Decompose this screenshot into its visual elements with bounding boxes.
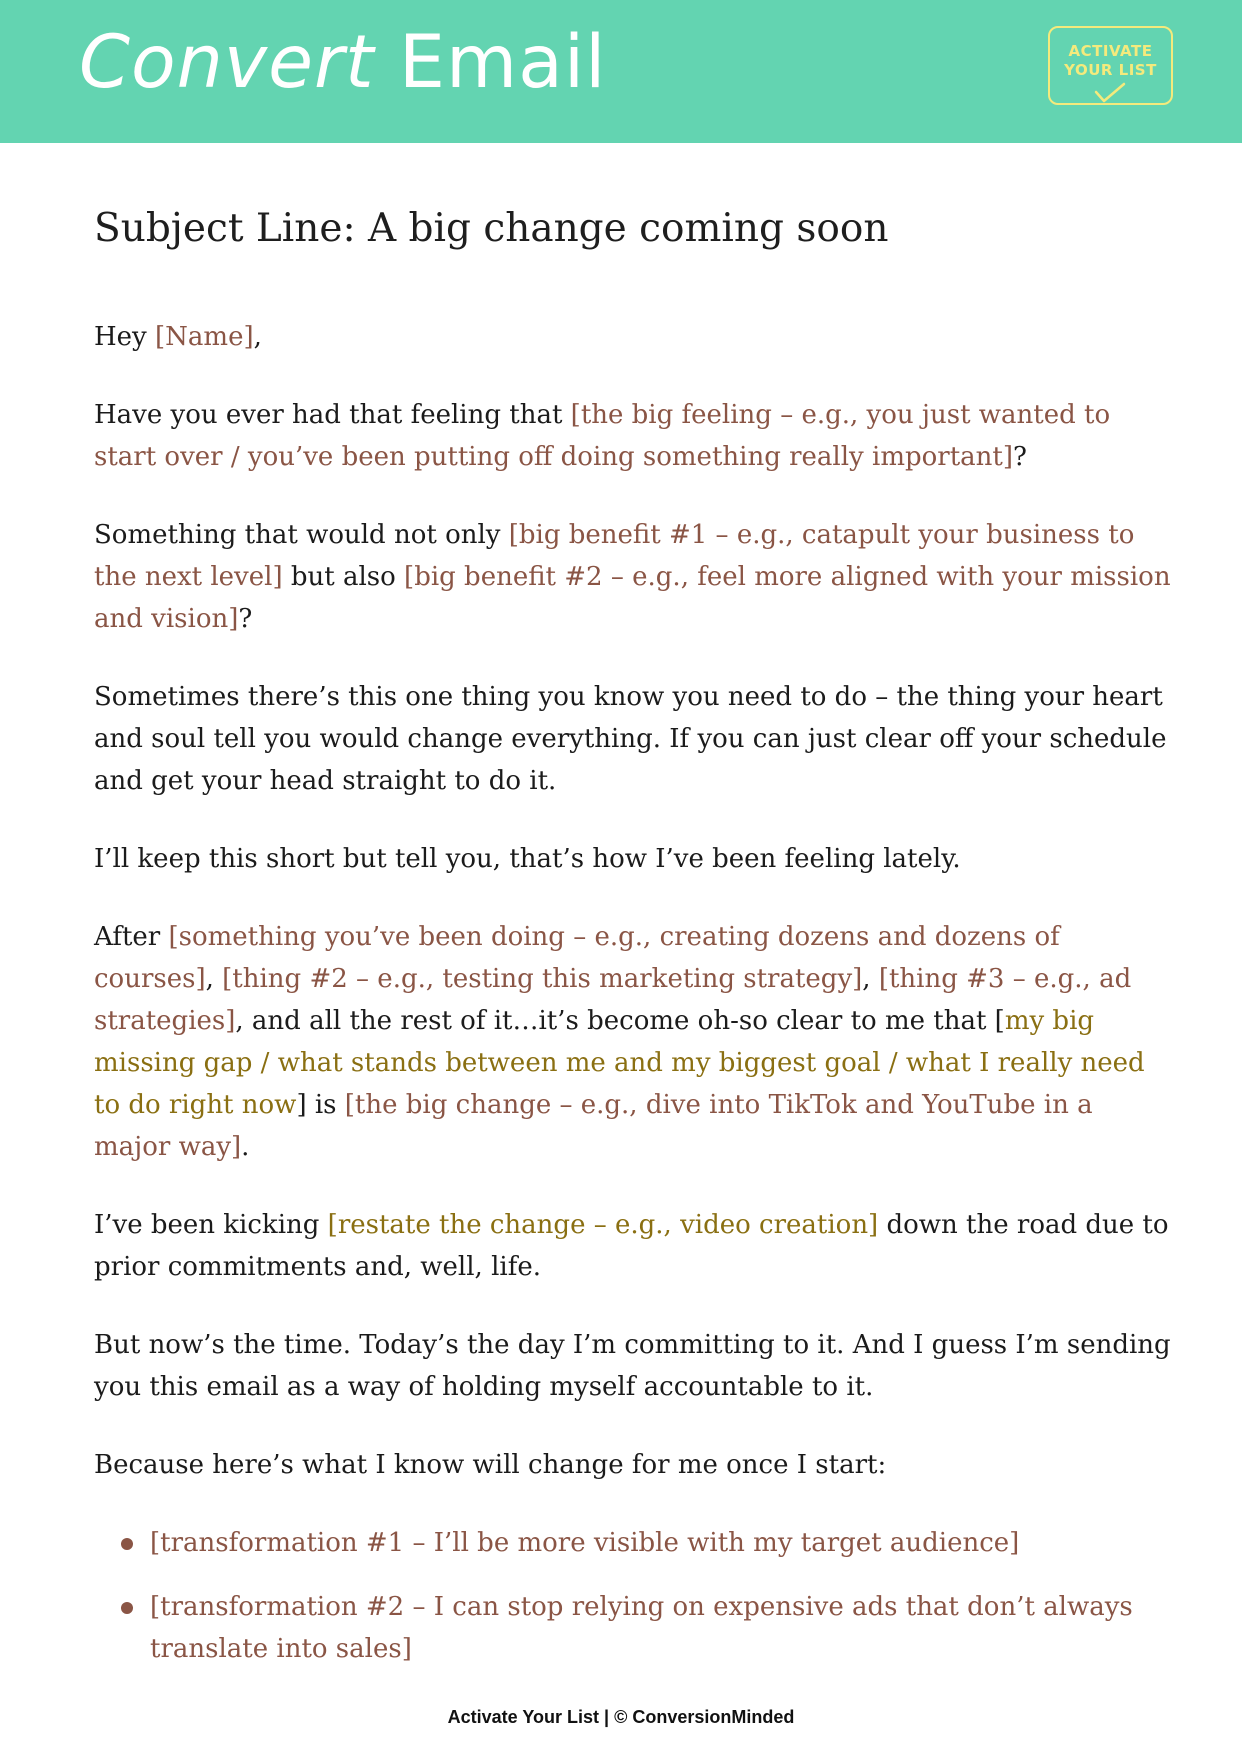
badge-line-2: YOUR LIST: [1064, 61, 1157, 79]
paragraph-4: I’ll keep this short but tell you, that’s how I’ve been feeling lately.: [94, 844, 961, 874]
paragraph-1: [94, 394, 1174, 478]
p1-text-1: Have you ever had that feeling that: [94, 400, 571, 430]
subject-line: Subject Line: A big change coming soon: [94, 206, 889, 251]
paragraph-7: But now’s the time. Today’s the day I’m committing to it. And I guess I’m sending you this email as a way of holding myself accountable to it.: [94, 1330, 1171, 1402]
checkmark-icon: [1094, 82, 1126, 104]
p2-text-1: Something that would not only: [94, 520, 509, 550]
something-doing-placeholder: [something you’ve been doing – e.g., creating dozens and dozens of courses]: [94, 922, 1060, 994]
title-convert: Convert: [79, 20, 375, 105]
name-placeholder: [Name]: [155, 322, 254, 352]
paragraph-8: Because here’s what I know will change for me once I start:: [94, 1450, 887, 1480]
missing-gap-placeholder: my big missing gap / what stands between me and my biggest goal / what I really need to do right now: [94, 1006, 1145, 1120]
greeting-punct: ,: [253, 322, 262, 352]
title-email: Email: [374, 20, 607, 105]
greeting-text: Hey: [94, 322, 156, 352]
paragraph-6: [94, 1204, 1174, 1288]
p6-text-1: I’ve been kicking: [94, 1210, 328, 1240]
p5-text-2: ,: [205, 964, 223, 994]
list-item: [94, 1522, 1174, 1564]
benefit-2-placeholder: [big benefit #2 – e.g., feel more aligned with your mission and vision]: [94, 562, 1171, 634]
p5-text-4: , and all the rest of it…it’s become oh-so clear to me that [: [235, 1006, 1005, 1036]
p5-text-6: .: [241, 1132, 250, 1162]
p2-text-3: ?: [238, 604, 253, 634]
p1-text-2: ?: [1013, 442, 1027, 472]
paragraph-2: [94, 514, 1174, 640]
bullet-dot: [121, 1602, 133, 1614]
transformation-2-placeholder: [transformation #2 – I can stop relying on expensive ads that don’t always translate into sales]: [150, 1592, 1133, 1664]
p5-text-1: After: [94, 922, 169, 952]
badge-line-1: ACTIVATE: [1068, 42, 1153, 60]
thing-2-placeholder: [thing #2 – e.g., testing this marketing strategy]: [222, 964, 863, 994]
p2-text-2: but also: [282, 562, 405, 592]
activate-your-list-badge: [1048, 26, 1173, 105]
transformation-list: [94, 1522, 1174, 1670]
restate-change-placeholder: [restate the change – e.g., video creation]: [327, 1210, 879, 1240]
page-title: [79, 20, 606, 105]
bullet-dot: [121, 1538, 133, 1550]
list-item: [94, 1586, 1174, 1670]
p5-text-3: ,: [862, 964, 879, 994]
thing-3-placeholder: [thing #3 – e.g., ad strategies]: [94, 964, 1132, 1036]
greeting: [94, 316, 1174, 358]
big-change-placeholder: [the big change – e.g., dive into TikTok and YouTube in a major way]: [94, 1090, 1093, 1162]
paragraph-3: Sometimes there’s this one thing you know you need to do – the thing your heart and soul tell you would change everything. If you can just clear off your schedule and get your head straight to do it.: [94, 682, 1167, 796]
transformation-1-placeholder: [transformation #1 – I’ll be more visible with my target audience]: [150, 1528, 1020, 1558]
big-feeling-placeholder: [the big feeling – e.g., you just wanted to start over / you’ve been putting off doing something really important]: [94, 400, 1111, 472]
footer-text: Activate Your List | © ConversionMinded: [447, 1707, 795, 1727]
paragraph-5: [94, 916, 1174, 1168]
p5-text-5: ] is: [296, 1090, 345, 1120]
email-body: [94, 200, 1174, 1692]
header-banner: [0, 0, 1242, 143]
p6-text-2: down the road due to prior commitments and, well, life.: [94, 1210, 1169, 1282]
benefit-1-placeholder: [big benefit #1 – e.g., catapult your business to the next level]: [94, 520, 1135, 592]
